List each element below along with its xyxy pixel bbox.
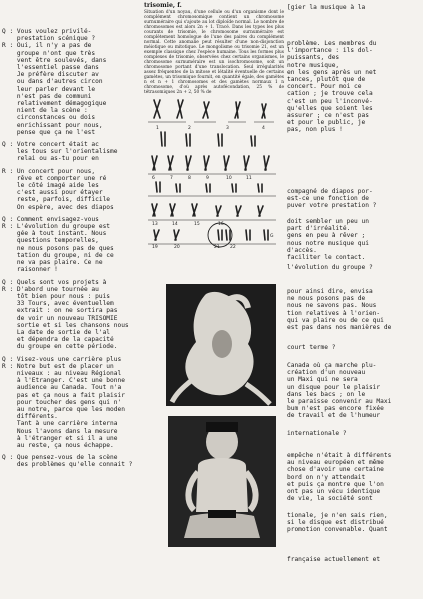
answer-fragment bbox=[287, 512, 423, 534]
answer: R : D'abord une tournée au tôt bien pour nous : puis 33 Tours, avec éventuellem extrait : on ne sortira pas de voir un nouveau TRISOMIE sortie et si les chansons nous La date de sortie de l'al et dépendra de la capacité du groupe en cette période. bbox=[2, 285, 129, 351]
text-fragment: problème. Les membres du l'importance : ils dol- puissants, des notre musique, en les gens après un net tances, plutôt que de concert. Pour moi ce cation ; je trouve cela c'est un peu l'inconvé- qu'elles que soient les assurer ; ce n'est pas et pour le public, je pas, non plus ! bbox=[287, 40, 377, 134]
chromosome-label: 3 bbox=[226, 126, 229, 131]
chromosome-label: 2 bbox=[188, 126, 191, 131]
qa-item bbox=[2, 356, 140, 450]
answer-fragment bbox=[287, 188, 423, 210]
qa-item bbox=[2, 279, 140, 351]
chromosome-label: 6 bbox=[152, 176, 155, 181]
answer-fragment bbox=[287, 344, 423, 351]
article-title: trisomie, f. bbox=[144, 2, 182, 9]
chromosome-label: 11 bbox=[246, 176, 252, 181]
chromosome-label: 15 bbox=[194, 222, 200, 227]
answer-fragment bbox=[287, 264, 423, 271]
chromosome-label: 4 bbox=[262, 126, 265, 131]
text-fragment: française actuellement et bbox=[287, 556, 381, 563]
article-body: Situation d'un noyau, d'une cellule ou d'un organisme dont le complément chromosomique contient un chromosome surnuméraire qui s'ajoute au lot diploïde normal. Le nombre de chromosomes est alors 2n + 1. Tracé. Dans les types les plus courants de trisomie, le chromosome surnuméraire est complètement homologue de l'une des paires du complément normal. Cette anomalie peut résulter d'une non-disjonction méiotique ou mitotique. Le mongolisme ou trisomie 21, est un exemple classique chez l'espèce humaine. Tous les formes plus complexes de trisomie, observées chez certains organismes, le chromosome surnuméraire est un isochromosome, soit un chromosome portant d'une translocation. Seul irrégularités assez fréquentes de la mitose et létalité éventuelle de certains gamètes, un trisomique fournit, en quantité égale, des gamètes n et n + 1 chromosomes et des gamètes normaux 1 n chromosome, d'où après autofécondation, 25 % de tétrasomiques 2n + 2, 50 % de bbox=[144, 10, 284, 95]
chromosome-label: 22 bbox=[230, 245, 236, 248]
answer-fragment bbox=[287, 362, 423, 420]
question: Q : Vous voulez privilé- prestation scénique ? bbox=[2, 28, 96, 43]
sex-chromosome-label: G bbox=[270, 234, 274, 239]
text-fragment: pour ainsi dire, envisa ne nous posons pas de nous ne savons pas. Nous tion relatives à l'orien- qui va plaire ou de ce qui est pas dans nos manières de bbox=[287, 288, 392, 332]
question: Q : Quels sont vos projets à bbox=[2, 278, 107, 286]
text-fragment: internationale ? bbox=[287, 430, 347, 437]
text-fragment: tionale, je n'en sais rien, si le disque est distribué promotion convenable. Quant bbox=[287, 512, 388, 534]
photo-child bbox=[168, 416, 276, 547]
answer-fragment bbox=[287, 288, 423, 331]
answer: R : Notre but est de placer un niveaux : au niveau Régional à l'Etranger. C'est une bonne audience au Canada. Tout n'a pas et ça nous a fait plaisir pour toucher des gens qui n' au notre, parce que les moden différents. Tant à une carrière interna Nous l'avons dans la mesure à l'étranger et si il a une au reste, ça nous échappe. bbox=[2, 362, 125, 449]
photo-figures-image bbox=[166, 284, 276, 406]
text-fragment: compagné de diapos por- est-ce une fonction de puver votre prestation ? bbox=[287, 188, 377, 210]
text-fragment: l'évolution du groupe ? bbox=[287, 264, 373, 271]
qa-item bbox=[2, 216, 140, 274]
chromosome-label: 21 bbox=[214, 245, 220, 248]
answer-fragment bbox=[287, 4, 423, 11]
answer: R : Oui, il n'y a pas de groupe n'ont que très vent être soulevés, dans l'essentiel passe dans Je préfère discuter av ou dans d'autres circon leur parler devant le n'est pas de communi relativement démagogique nient de la scène : circonstances ou dois enrichissant pour nous, pense que ça ne l'est bbox=[2, 42, 107, 136]
chromosome-label: 16 bbox=[218, 222, 224, 227]
chromosome-label: 8 bbox=[188, 176, 191, 181]
answer-fragment bbox=[287, 430, 423, 437]
interview-left-column bbox=[2, 28, 140, 474]
answer-fragment bbox=[287, 218, 423, 261]
chromosome-label: 14 bbox=[172, 222, 178, 227]
photo-figures bbox=[166, 284, 276, 406]
chromosome-label: 19 bbox=[152, 245, 158, 248]
text-fragment: Canada où ça marche plu- création d'un nouveau un Maxi qui ne sera un disque pour le plaisir dans les bacs ; on le le paraisse convenir au Maxi bum n'est pas encore fixée de travail et de l'humeur bbox=[287, 362, 392, 420]
chromosome-label: 13 bbox=[152, 222, 158, 227]
question: Q : Votre concert était ac les tous sur l'orientalisme relai ou as-tu pour en bbox=[2, 141, 118, 163]
qa-item bbox=[2, 168, 140, 211]
text-fragment: court terme ? bbox=[287, 344, 336, 351]
answer: R : Un concert pour nous, rêve et comporter une ré le côté imagé aide les c'est aussi pour étayer reste, parfois, difficile On espère, avec des diapos bbox=[2, 167, 114, 211]
qa-item bbox=[2, 454, 140, 468]
text-fragment: [gier la musique à la bbox=[287, 4, 366, 11]
question: Q : Visez-vous une carrière plus bbox=[2, 355, 122, 363]
chromosome-label: 1 bbox=[156, 126, 159, 131]
chromosome-label: 9 bbox=[206, 176, 209, 181]
chromosome-label: 10 bbox=[226, 176, 232, 181]
question: Q : Comment envisagez-vous bbox=[2, 215, 99, 223]
qa-item bbox=[2, 141, 140, 163]
dictionary-clipping bbox=[144, 0, 284, 95]
answer: R : L'évolution du groupe est gée à tout instant. Nous questions temporelles, ne nous posons pas de ques tation du groupe, ni de ce ne va pas plaire. Ce ne raisonner ! bbox=[2, 223, 114, 274]
answer-fragment bbox=[287, 452, 423, 502]
answer-fragment bbox=[287, 40, 423, 134]
text-fragment: empêche n'était à différents au niveau européen et même chose d'avoir une certaine bord on n'y attendait et puis ça montre que l'on ont pas un vécu identique de vie, la société sont bbox=[287, 452, 392, 503]
answer-fragment bbox=[287, 556, 423, 563]
text-fragment: doit sembler un peu un part d'irréalité. gens en peu à rêver ; nous notre musique qui d'accès. faciliter le contact. bbox=[287, 218, 369, 262]
qa-item bbox=[2, 28, 140, 136]
chromosome-label: 7 bbox=[170, 176, 173, 181]
question: Q : Que pensez-vous de la scène des problèmes qu'elle connait ? bbox=[2, 454, 133, 469]
photo-child-image bbox=[168, 416, 276, 547]
karyotype-diagram bbox=[146, 98, 286, 248]
chromosome-label: 20 bbox=[174, 245, 180, 248]
